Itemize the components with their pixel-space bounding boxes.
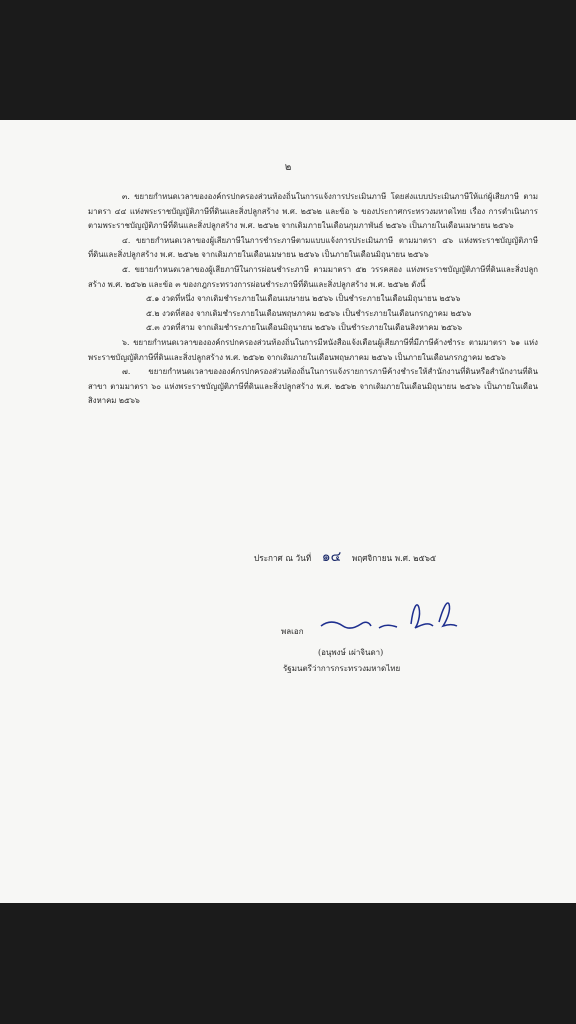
announcement-day: ๑๔	[321, 549, 342, 565]
paragraph-6: ๖. ขยายกำหนดเวลาขององค์กรปกครองส่วนท้องถิ่นในการมีหนังสือแจ้งเตือนผู้เสียภาษีที่มีภาษีค้างชำระ ตามมาตรา ๖๑ แห่งพระราชบัญญัติภาษีที่ดินและสิ่งปลูกสร้าง พ.ศ. ๒๕๖๒ จากเดิมภายในเดือนพฤษภาคม ๒๕๖๖ เป็นภายในเดือนกรกฎาคม ๒๕๖๖	[88, 337, 538, 362]
bottom-black-bar	[0, 903, 576, 1024]
top-black-bar	[0, 0, 576, 120]
announcement-month-year: พฤศจิกายน พ.ศ. ๒๕๖๕	[351, 553, 437, 563]
sub-item-5-1: ๕.๑ งวดที่หนึ่ง จากเดิมชำระภายในเดือนเมษายน ๒๕๖๖ เป็นชำระภายในเดือนมิถุนายน ๒๕๖๖	[146, 294, 461, 304]
paragraph-7: ๗. ขยายกำหนดเวลาขององค์กรปกครองส่วนท้องถิ่นในการแจ้งรายการภาษีค้างชำระให้สำนักงานที่ดินหรือสำนักงานที่ดินสาขา ตามมาตรา ๖๐ แห่งพระราชบัญญัติภาษีที่ดินและสิ่งปลูกสร้าง พ.ศ. ๒๕๖๒ จากเดิมภายในเดือนมิถุนายน ๒๕๖๖ เป็นภายในเดือนสิงหาคม ๒๕๖๖	[88, 367, 538, 406]
handwritten-signature	[313, 588, 463, 640]
signatory-rank: พลเอก	[281, 627, 304, 636]
body-text-upper	[88, 190, 538, 409]
sub-item-5-3: ๕.๓ งวดที่สาม จากเดิมชำระภายในเดือนมิถุนายน ๒๕๖๖ เป็นชำระภายในเดือนสิงหาคม ๒๕๖๖	[146, 323, 463, 333]
paragraph-4: ๔. ขยายกำหนดเวลาของผู้เสียภาษีในการชำระภาษีตามแบบแจ้งการประเมินภาษี ตามมาตรา ๔๖ แห่งพระราชบัญญัติภาษีที่ดินและสิ่งปลูกสร้าง พ.ศ. ๒๕๖๒ จากเดิมภายในเดือนเมษายน ๒๕๖๖ เป็นภายในเดือนมิถุนายน ๒๕๖๖	[88, 235, 538, 260]
page-number: ๒	[284, 162, 292, 173]
signatory-name: (อนุพงษ์ เผ่าจินดา)	[318, 648, 384, 657]
announcement-date	[254, 546, 436, 568]
paragraph-3: ๓. ขยายกำหนดเวลาขององค์กรปกครองส่วนท้องถิ่นในการแจ้งการประเมินภาษี โดยส่งแบบประเมินภาษีให้แก่ผู้เสียภาษี ตามมาตรา ๔๔ แห่งพระราชบัญญัติภาษีที่ดินและสิ่งปลูกสร้าง พ.ศ. ๒๕๖๒ และข้อ ๖ ของประกาศกระทรวงมหาดไทย เรื่อง การดำเนินการตามพระราชบัญญัติภาษีที่ดินและสิ่งปลูกสร้าง พ.ศ. ๒๕๖๒ จากเดิมภายในเดือนกุมภาพันธ์ ๒๕๖๖ เป็นภายในเดือนเมษายน ๒๕๖๖	[88, 192, 538, 231]
sub-item-5-2: ๕.๒ งวดที่สอง จากเดิมชำระภายในเดือนพฤษภาคม ๒๕๖๖ เป็นชำระภายในเดือนกรกฎาคม ๒๕๖๖	[146, 308, 472, 318]
announcement-prefix: ประกาศ ณ วันที่	[254, 553, 312, 563]
signatory-title: รัฐมนตรีว่าการกระทรวงมหาดไทย	[283, 664, 401, 673]
document-page	[0, 120, 576, 903]
paragraph-5: ๕. ขยายกำหนดเวลาของผู้เสียภาษีในการผ่อนชำระภาษี ตามมาตรา ๕๒ วรรคสอง แห่งพระราชบัญญัติภาษีที่ดินและสิ่งปลูกสร้าง พ.ศ. ๒๕๖๒ และข้อ ๓ ของกฎกระทรวงการผ่อนชำระภาษีที่ดินและสิ่งปลูกสร้าง พ.ศ. ๒๕๖๒ ดังนี้	[88, 264, 538, 289]
